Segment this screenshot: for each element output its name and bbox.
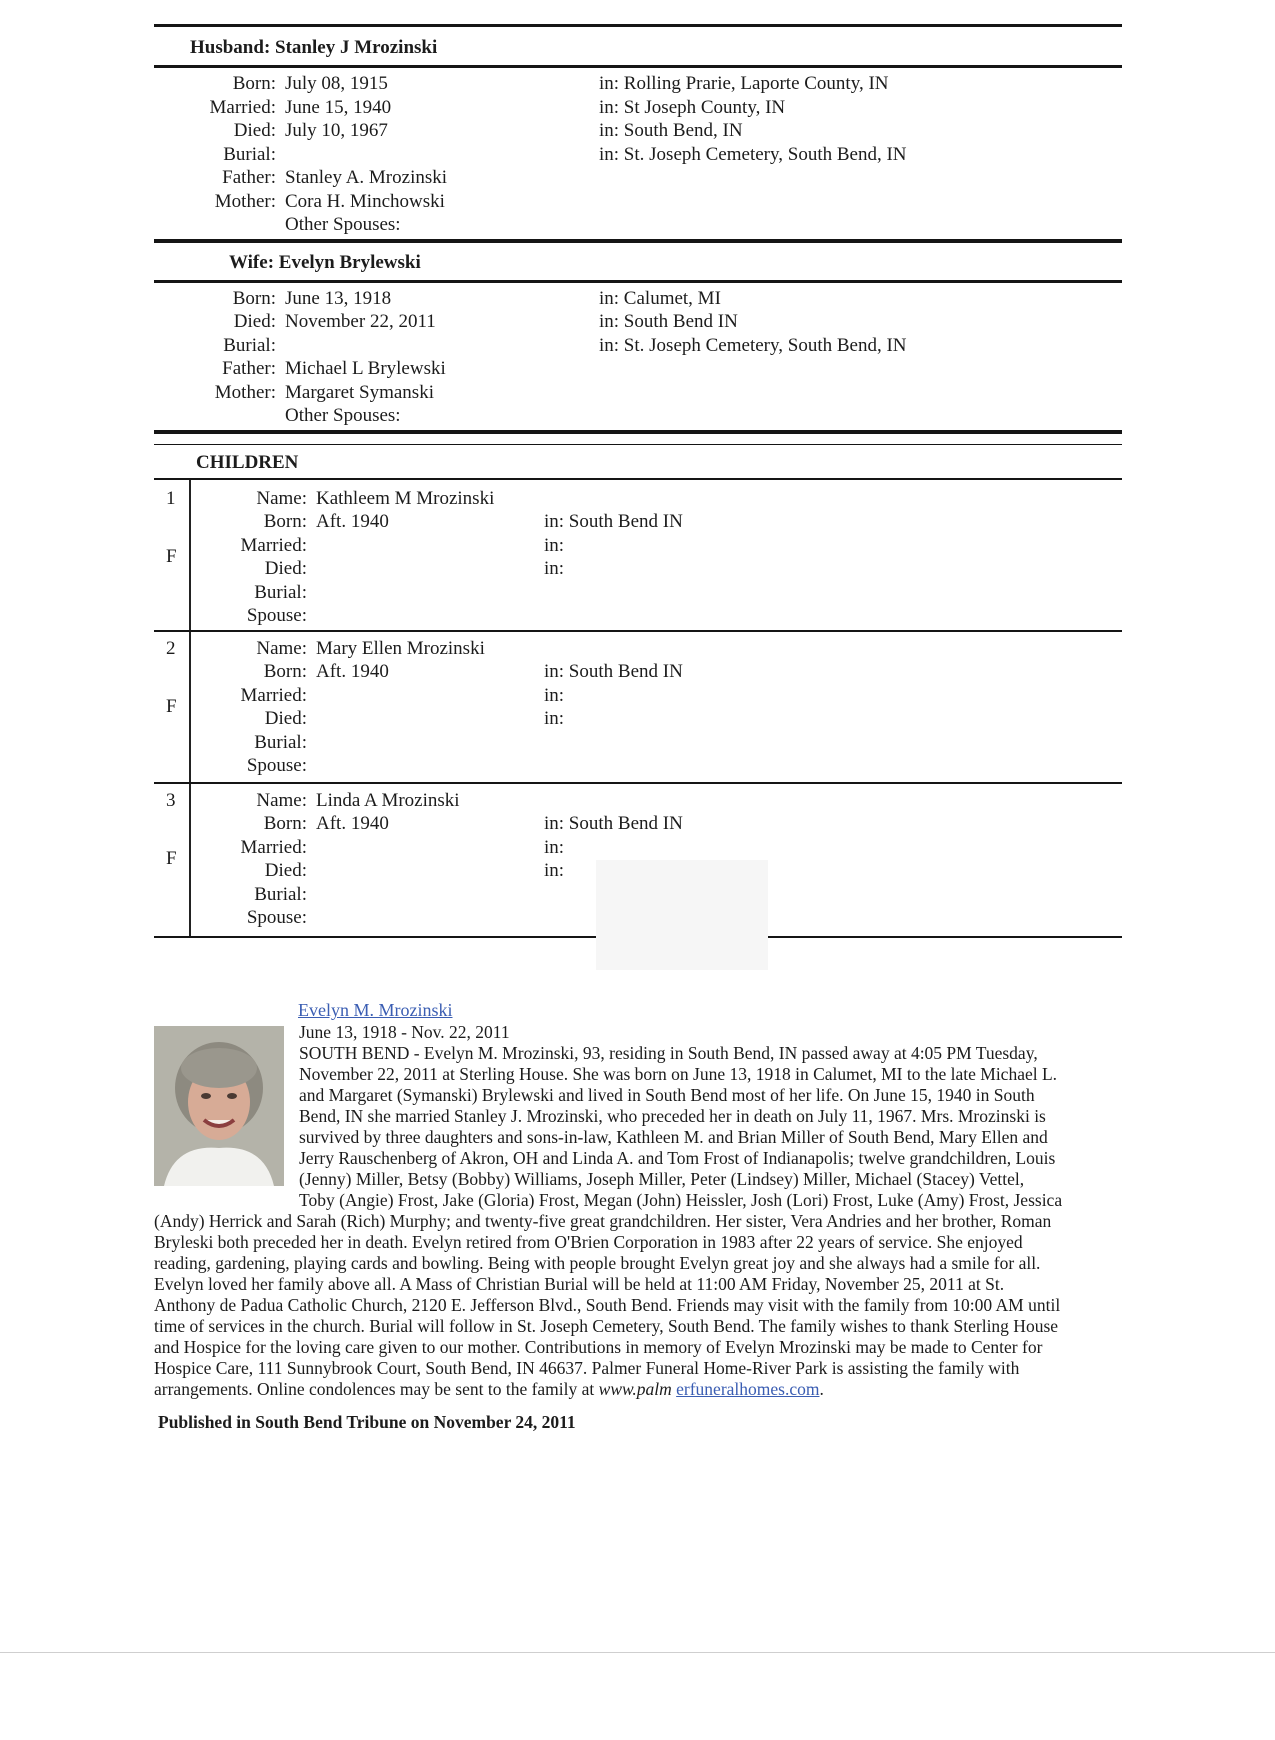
husband-born-label: Born: — [232, 73, 276, 94]
husband-heading-rule — [154, 65, 1122, 68]
husband-father-value: Stanley A. Mrozinski — [285, 167, 448, 188]
obituary-line: (Andy) Herrick and Sarah (Rich) Murphy; and twenty-five great grandchildren. Her sister, Vera Andries and her brother, Roman — [154, 1211, 1052, 1231]
obituary-line: November 22, 2011 at Sterling House. She was born on June 13, 1918 in Calumet, MI to the late Michael L. — [299, 1064, 1058, 1084]
obituary-line: Bryleski both preceded her in death. Evelyn retired from O'Brien Corporation in 1983 after 22 years of service. She enjoyed — [154, 1232, 1023, 1252]
child-died-label: Died: — [264, 708, 307, 729]
child-born-label: Born: — [263, 813, 307, 834]
child-spouse-label: Spouse: — [246, 755, 307, 776]
child-sex: F — [166, 696, 177, 717]
husband-married-label: Married: — [209, 97, 276, 118]
child-born-place: in: South Bend IN — [544, 661, 683, 682]
obituary-line: and Hospice for the loving care given to our mother. Contributions in memory of Evelyn Mrozinski may be made to Center for — [154, 1337, 1043, 1357]
scan-edge-line — [0, 1652, 1275, 1653]
obituary-last-line-text: arrangements. Online condolences may be sent to the family at — [154, 1379, 599, 1399]
obituary-line: Toby (Angie) Frost, Jake (Gloria) Frost, Megan (John) Heissler, Josh (Lori) Frost, Luke (Amy) Frost, Jessica — [299, 1190, 1063, 1210]
obituary-line: SOUTH BEND - Evelyn M. Mrozinski, 93, residing in South Bend, IN passed away at 4:05 PM Tuesday, — [299, 1043, 1038, 1063]
child-number: 2 — [166, 638, 176, 659]
obituary-line: survived by three daughters and sons-in-law, Kathleen M. and Brian Miller of South Bend, Mary Ellen and — [299, 1127, 1048, 1147]
wife-top-rule — [154, 239, 1122, 243]
wife-died-place: in: South Bend IN — [599, 311, 738, 332]
husband-burial-label: Burial: — [223, 144, 276, 165]
children-heading: CHILDREN — [196, 452, 299, 473]
husband-died-place: in: South Bend, IN — [599, 120, 743, 141]
wife-died-value: November 22, 2011 — [285, 311, 436, 332]
wife-heading-label: Wife: — [229, 252, 275, 273]
husband-died-label: Died: — [233, 120, 276, 141]
child-married-place: in: — [544, 535, 565, 556]
child-entry-1 — [154, 480, 1124, 630]
wife-mother-value: Margaret Symanski — [285, 382, 434, 403]
obituary-last-line — [154, 1379, 824, 1400]
wife-born-label: Born: — [232, 288, 276, 309]
child-entry-2 — [154, 632, 1124, 782]
child-died-place: in: — [544, 558, 565, 579]
obituary-line: (Jenny) Miller, Betsy (Bobby) Williams, Joseph Miller, Peter (Lindsey) Miller, Michael (Stacey) Vettel, — [299, 1169, 1025, 1189]
husband-born-value: July 08, 1915 — [285, 73, 388, 94]
wife-mother-label: Mother: — [214, 382, 276, 403]
children-thin-rule — [154, 444, 1122, 445]
child-married-label: Married: — [240, 685, 307, 706]
child-spouse-label: Spouse: — [246, 907, 307, 928]
child-burial-label: Burial: — [254, 884, 307, 905]
wife-burial-place: in: St. Joseph Cemetery, South Bend, IN — [599, 335, 907, 356]
child-died-place: in: — [544, 708, 565, 729]
child-name-label: Name: — [256, 790, 307, 811]
child-spouse-label: Spouse: — [246, 605, 307, 626]
child-born-place: in: South Bend IN — [544, 813, 683, 834]
child-name-label: Name: — [256, 638, 307, 659]
child-died-place: in: — [544, 860, 565, 881]
top-rule — [154, 24, 1122, 27]
child-name-label: Name: — [256, 488, 307, 509]
husband-burial-place: in: St. Joseph Cemetery, South Bend, IN — [599, 144, 907, 165]
child-burial-label: Burial: — [254, 732, 307, 753]
children-top-rule — [154, 430, 1122, 434]
husband-heading — [190, 37, 437, 59]
wife-father-value: Michael L Brylewski — [285, 358, 446, 379]
obituary-line: reading, gardening, playing cards and bowling. Being with people brought Evelyn great joy and she always had a smile for all. — [154, 1253, 1041, 1273]
child-born-place: in: South Bend IN — [544, 511, 683, 532]
child-married-place: in: — [544, 837, 565, 858]
wife-other-spouses: Other Spouses: — [285, 405, 401, 426]
wife-heading — [229, 252, 421, 274]
child-number: 3 — [166, 790, 176, 811]
wife-heading-rule — [154, 280, 1122, 283]
child-born-value: Aft. 1940 — [316, 813, 389, 834]
whiteout-patch — [596, 860, 768, 970]
child-born-label: Born: — [263, 511, 307, 532]
husband-born-place: in: Rolling Prarie, Laporte County, IN — [599, 73, 889, 94]
obituary-name-link[interactable]: Evelyn M. Mrozinski — [298, 1000, 453, 1020]
husband-mother-label: Mother: — [214, 191, 276, 212]
child-born-value: Aft. 1940 — [316, 661, 389, 682]
child-burial-label: Burial: — [254, 582, 307, 603]
husband-mother-value: Cora H. Minchowski — [285, 191, 445, 212]
published-note: Published in South Bend Tribune on November 24, 2011 — [158, 1412, 576, 1432]
funeral-home-site-link[interactable]: erfuneralhomes.com — [676, 1379, 820, 1399]
child-married-label: Married: — [240, 837, 307, 858]
child-sex: F — [166, 848, 177, 869]
funeral-home-site-prefix: www.palm — [598, 1379, 677, 1399]
obituary-line: Anthony de Padua Catholic Church, 2120 E. Jefferson Blvd., South Bend. Friends may visit with the family from 10:00 AM until — [154, 1295, 1061, 1315]
child-died-label: Died: — [264, 860, 307, 881]
obituary-line: June 13, 1918 - Nov. 22, 2011 — [299, 1022, 510, 1042]
obituary-portrait-photo — [154, 1026, 284, 1186]
husband-name: Stanley J Mrozinski — [275, 37, 438, 58]
husband-married-value: June 15, 1940 — [285, 97, 392, 118]
child-married-place: in: — [544, 685, 565, 706]
child-name-value: Kathleem M Mrozinski — [316, 488, 495, 509]
wife-died-label: Died: — [233, 311, 276, 332]
obituary-last-line-end: . — [819, 1379, 824, 1399]
child-died-label: Died: — [264, 558, 307, 579]
portrait-icon — [154, 1026, 284, 1186]
child-born-label: Born: — [263, 661, 307, 682]
child-married-label: Married: — [240, 535, 307, 556]
husband-died-value: July 10, 1967 — [285, 120, 388, 141]
wife-father-label: Father: — [222, 358, 276, 379]
obituary-line: Bend, IN she married Stanley J. Mrozinski, who preceded her in death on July 11, 1967. Mrs. Mrozinski is — [299, 1106, 1046, 1126]
obituary-line: Evelyn loved her family above all. A Mass of Christian Burial will be held at 11:00 AM Friday, November 25, 2011 at St. — [154, 1274, 1005, 1294]
child-name-value: Mary Ellen Mrozinski — [316, 638, 485, 659]
wife-name: Evelyn Brylewski — [278, 252, 421, 273]
obituary-line: and Margaret (Symanski) Brylewski and lived in South Bend most of her life. On June 15, 1940 in South — [299, 1085, 1035, 1105]
husband-heading-label: Husband: — [190, 37, 271, 58]
wife-born-value: June 13, 1918 — [285, 288, 392, 309]
wife-burial-label: Burial: — [223, 335, 276, 356]
wife-born-place: in: Calumet, MI — [599, 288, 721, 309]
husband-married-place: in: St Joseph County, IN — [599, 97, 786, 118]
obituary-line: Jerry Rauschenberg of Akron, OH and Linda A. and Tom Frost of Indianapolis; twelve grandchildren, Louis — [299, 1148, 1056, 1168]
child-name-value: Linda A Mrozinski — [316, 790, 460, 811]
child-born-value: Aft. 1940 — [316, 511, 389, 532]
obituary-line: time of services in the church. Burial will follow in St. Joseph Cemetery, South Bend. The family wishes to thank Sterling House — [154, 1316, 1059, 1336]
child-sex: F — [166, 546, 177, 567]
husband-father-label: Father: — [222, 167, 276, 188]
husband-other-spouses: Other Spouses: — [285, 214, 401, 235]
obituary-line: Hospice Care, 111 Sunnybrook Court, South Bend, IN 46637. Palmer Funeral Home-River Park is assisting the family with — [154, 1358, 1020, 1378]
child-number: 1 — [166, 488, 176, 509]
